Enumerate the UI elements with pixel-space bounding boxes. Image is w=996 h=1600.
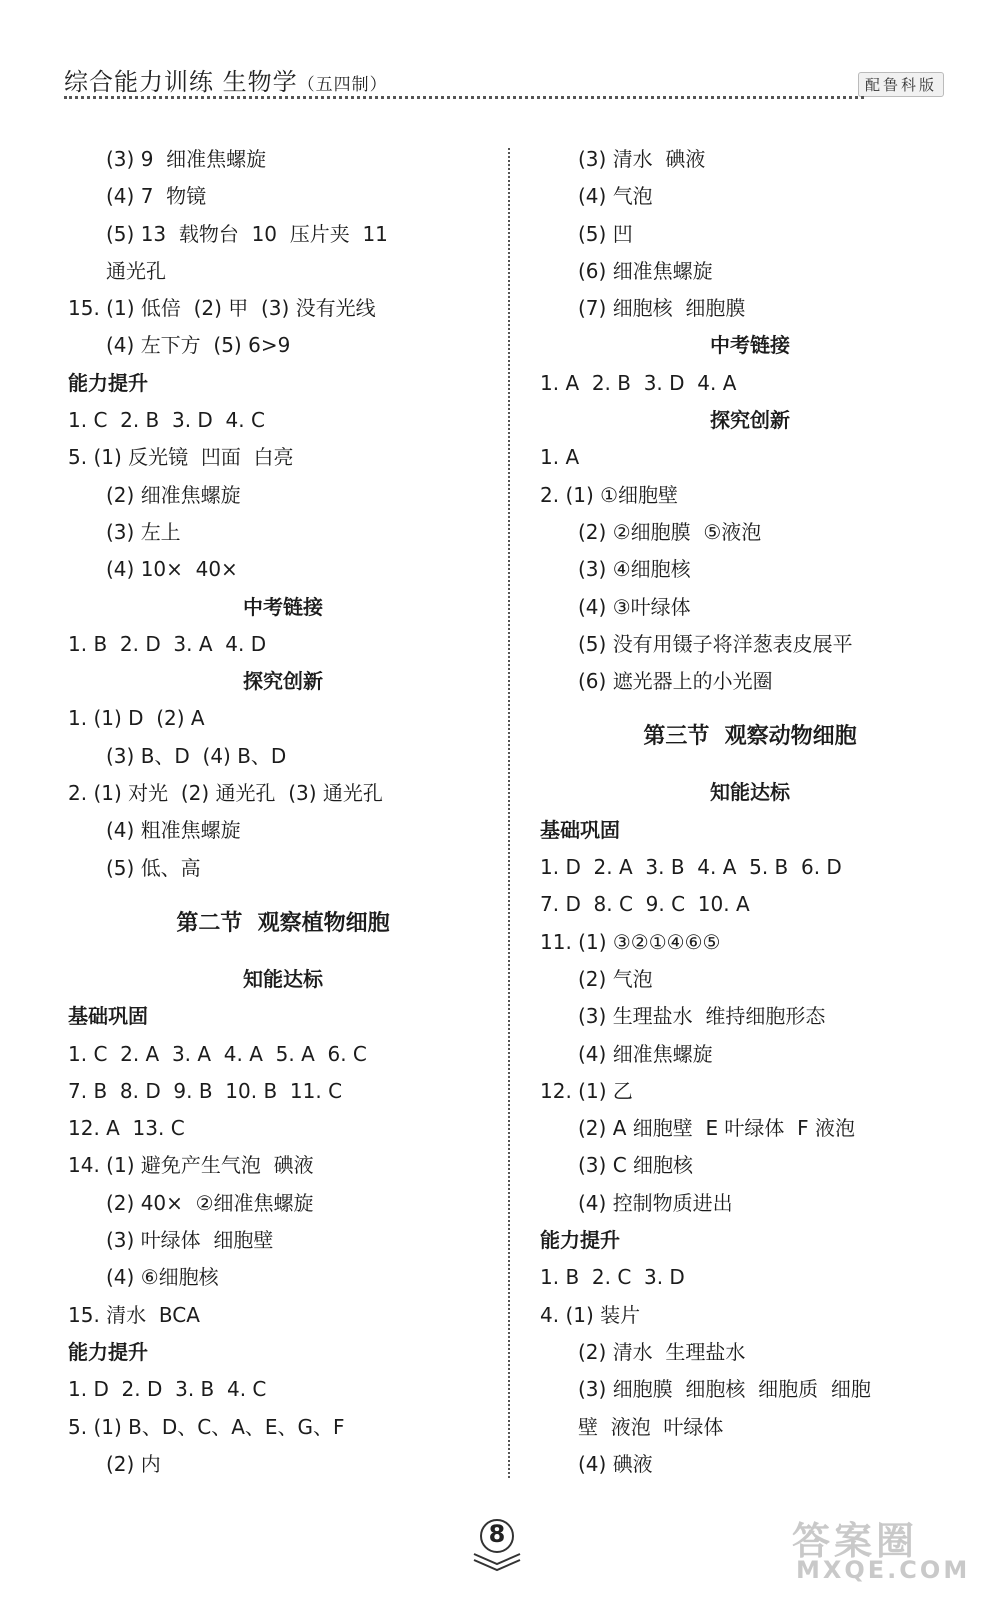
answer-line: (4) 10× 40× [106, 557, 238, 582]
answer-line: (4) 碘液 [578, 1451, 653, 1476]
answer-line: 14. (1) 避免产生气泡 碘液 [68, 1153, 314, 1178]
site-watermark [778, 1510, 978, 1590]
answer-line: (5) 低、高 [106, 855, 201, 880]
answer-line: 1. (1) D (2) A [68, 706, 205, 731]
answer-line: (2) 内 [106, 1451, 161, 1476]
answer-line: 2. (1) ①细胞壁 [540, 482, 679, 507]
answer-line: (4) 控制物质进出 [578, 1190, 733, 1215]
watermark-cn: 答案圈 [792, 1519, 919, 1563]
answer-line: (4) 7 物镜 [106, 184, 207, 209]
answer-line: (5) 凹 [578, 221, 633, 246]
answer-line: 1. D 2. A 3. B 4. A 5. B 6. D [540, 855, 842, 880]
answer-line: (2) 清水 生理盐水 [578, 1339, 746, 1364]
answer-line: 7. D 8. C 9. C 10. A [540, 892, 750, 917]
answer-line: 12. (1) 乙 [540, 1078, 633, 1103]
edition-badge: 配鲁科版 [858, 72, 944, 97]
answer-line: 中考链接 [243, 594, 323, 619]
answer-line: 能力提升 [68, 370, 148, 395]
answer-line: (2) 40× ②细准焦螺旋 [106, 1190, 314, 1215]
answer-line: 探究创新 [243, 669, 323, 694]
answer-line: (3) B、D (4) B、D [106, 743, 287, 768]
answer-line: (4) ③叶绿体 [578, 594, 691, 619]
answer-line: 第二节 观察植物细胞 [176, 910, 390, 936]
answer-line: (2) A 细胞壁 E 叶绿体 F 液泡 [578, 1116, 856, 1141]
answer-line: 1. A 2. B 3. D 4. A [540, 370, 737, 395]
answer-line: 1. D 2. D 3. B 4. C [68, 1377, 267, 1402]
book-title [64, 62, 388, 97]
answer-line: (3) 9 细准焦螺旋 [106, 147, 267, 171]
answer-line: (4) 粗准焦螺旋 [106, 818, 241, 843]
answer-line: 1. A [540, 445, 580, 470]
answer-line: 2. (1) 对光 (2) 通光孔 (3) 通光孔 [68, 781, 383, 806]
answer-line: 1. B 2. C 3. D [540, 1265, 685, 1290]
page-number: 8 [488, 1520, 506, 1548]
answer-line: (3) C 细胞核 [578, 1153, 694, 1178]
answer-line: 15. (1) 低倍 (2) 甲 (3) 没有光线 [68, 296, 376, 321]
book-title-text: 综合能力训练 生物学 [64, 68, 298, 96]
page-number-badge [468, 1514, 526, 1572]
book-edition: （五四制） [297, 75, 388, 95]
page-header [64, 62, 944, 98]
answer-line: (2) 细准焦螺旋 [106, 482, 241, 507]
answer-line: (4) 细准焦螺旋 [578, 1041, 713, 1066]
answer-line: 1. B 2. D 3. A 4. D [68, 631, 267, 656]
answer-line: 知能达标 [243, 966, 323, 991]
answer-line: 通光孔 [106, 258, 166, 283]
answer-line: 中考链接 [710, 333, 790, 358]
answer-line: (3) 清水 碘液 [578, 147, 706, 171]
answer-line: (3) 生理盐水 维持细胞形态 [578, 1004, 826, 1029]
right-column [540, 141, 960, 1483]
left-column [68, 141, 498, 1483]
answer-line: (7) 细胞核 细胞膜 [578, 296, 746, 321]
answer-line: 能力提升 [68, 1339, 148, 1364]
answer-line: 探究创新 [710, 408, 790, 433]
answer-line: 壁 液泡 叶绿体 [578, 1414, 724, 1439]
header-divider [64, 96, 864, 99]
answer-line: (5) 没有用镊子将洋葱表皮展平 [578, 631, 853, 656]
answer-line: (4) 左下方 (5) 6>9 [106, 333, 291, 358]
answer-line: (6) 细准焦螺旋 [578, 258, 713, 283]
answer-line: (2) ②细胞膜 ⑤液泡 [578, 519, 762, 544]
answer-line: (3) 叶绿体 细胞壁 [106, 1228, 274, 1253]
answer-line: 7. B 8. D 9. B 10. B 11. C [68, 1078, 343, 1103]
answer-line: 5. (1) 反光镜 凹面 白亮 [68, 445, 294, 470]
answer-line: 1. C 2. B 3. D 4. C [68, 408, 265, 433]
answer-line: (3) 细胞膜 细胞核 细胞质 细胞 [578, 1377, 871, 1402]
answer-line: (4) ⑥细胞核 [106, 1265, 219, 1290]
answer-line: 第三节 观察动物细胞 [643, 724, 857, 750]
answer-line: 基础巩固 [68, 1004, 148, 1029]
answer-line: (4) 气泡 [578, 184, 653, 209]
answer-line: (5) 13 载物台 10 压片夹 11 [106, 221, 388, 246]
answer-line: (6) 遮光器上的小光圈 [578, 669, 773, 694]
answer-line: 11. (1) ③②①④⑥⑤ [540, 929, 721, 954]
column-divider [508, 148, 510, 1478]
answer-line: 知能达标 [710, 780, 790, 805]
answer-line: 4. (1) 装片 [540, 1302, 641, 1327]
watermark-url: MXQE.COM [796, 1556, 971, 1584]
answer-line: 15. 清水 BCA [68, 1302, 200, 1327]
answer-line: (3) 左上 [106, 519, 181, 544]
answer-line: 5. (1) B、D、C、A、E、G、F [68, 1414, 345, 1439]
answer-line: 1. C 2. A 3. A 4. A 5. A 6. C [68, 1041, 367, 1066]
answer-line: (3) ④细胞核 [578, 557, 691, 582]
answer-line: (2) 气泡 [578, 966, 653, 991]
answer-line: 能力提升 [540, 1228, 620, 1253]
answer-line: 12. A 13. C [68, 1116, 185, 1141]
answer-line: 基础巩固 [540, 817, 620, 842]
